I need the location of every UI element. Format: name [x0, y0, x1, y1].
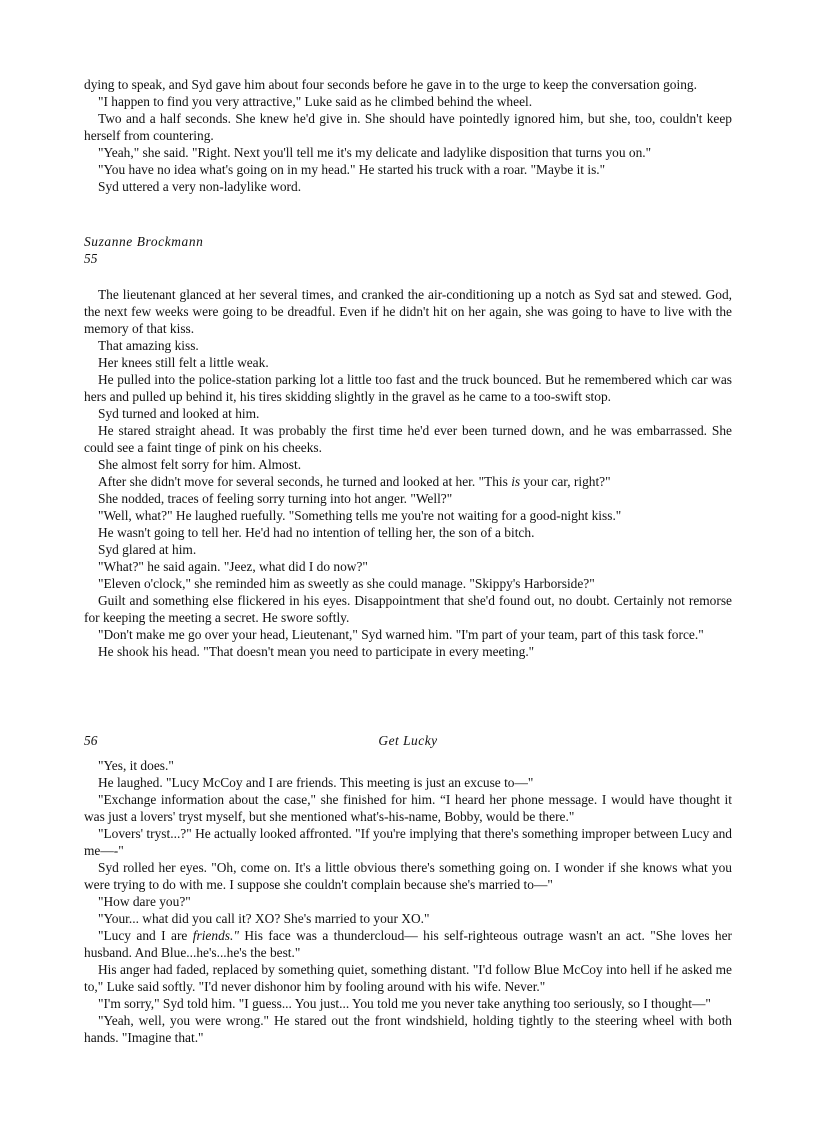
paragraph: dying to speak, and Syd gave him about four seconds before he gave in to the urge to keep the conversation going.: [84, 77, 697, 92]
paragraph: That amazing kiss.: [98, 338, 199, 353]
paragraph: "What?" he said again. "Jeez, what did I do now?": [98, 559, 368, 574]
paragraph: Syd glared at him.: [98, 542, 197, 557]
paragraph: She almost felt sorry for him. Almost.: [98, 457, 302, 472]
paragraph: "How dare you?": [98, 894, 191, 909]
paragraph-text: your car, right?": [520, 474, 611, 489]
paragraph: "Yes, it does.": [98, 758, 174, 773]
paragraph: "Exchange information about the case," she finished for him. “I heard her phone message. I would have thought it was just a lovers' tryst myself, but she mentioned what's-his-name, Bobby, would be there.": [84, 792, 732, 824]
paragraph: Syd uttered a very non-ladylike word.: [98, 179, 302, 194]
running-header-author: [84, 233, 732, 267]
text-section-1: [84, 76, 732, 195]
paragraph: "Yeah, well, you were wrong." He stared out the front windshield, holding tightly to the steering wheel with both hands. "Imagine that.": [84, 1013, 732, 1045]
paragraph: The lieutenant glanced at her several times, and cranked the air-conditioning up a notch as Syd sat and stewed. God, the next few weeks were going to be dreadful. Even if he didn't hit on her again, she was going to have to live with the memory of that kiss.: [84, 287, 732, 336]
paragraph: Her knees still felt a little weak.: [98, 355, 269, 370]
text-section-2: [84, 286, 732, 660]
paragraph-text: "Lucy and I are: [98, 928, 193, 943]
paragraph: "Well, what?" He laughed ruefully. "Something tells me you're not waiting for a good-night kiss.": [98, 508, 622, 523]
text-section-3: [84, 757, 732, 1046]
paragraph: Two and a half seconds. She knew he'd give in. She should have pointedly ignored him, but she, too, couldn't keep herself from countering.: [84, 111, 732, 143]
paragraph-text: After she didn't move for several seconds, he turned and looked at her. "This: [98, 474, 512, 489]
paragraph: She nodded, traces of feeling sorry turning into hot anger. "Well?": [98, 491, 453, 506]
paragraph: Guilt and something else flickered in his eyes. Disappointment that she'd found out, no doubt. Certainly not remorse for keeping the meeting a secret. He swore softly.: [84, 593, 732, 625]
paragraph: He wasn't going to tell her. He'd had no intention of telling her, the son of a bitch.: [98, 525, 535, 540]
paragraph-text: His face was a thundercloud— his self-righteous outrage wasn't an act. "She loves her husband. And Blue...he's...he's the best.": [84, 928, 732, 960]
page-number: 55: [84, 251, 98, 266]
paragraph: Syd turned and looked at him.: [98, 406, 260, 421]
running-header-title: [84, 732, 732, 749]
paragraph: "Eleven o'clock," she reminded him as sweetly as she could manage. "Skippy's Harborside?": [98, 576, 595, 591]
book-title: Get Lucky: [378, 733, 438, 748]
paragraph: [84, 473, 732, 490]
paragraph: He laughed. "Lucy McCoy and I are friends. This meeting is just an excuse to—": [98, 775, 534, 790]
paragraph: "Don't make me go over your head, Lieutenant," Syd warned him. "I'm part of your team, part of this task force.": [98, 627, 704, 642]
paragraph: "You have no idea what's going on in my head." He started his truck with a roar. "Maybe it is.": [98, 162, 606, 177]
paragraph: "I happen to find you very attractive," Luke said as he climbed behind the wheel.: [98, 94, 533, 109]
author-name: Suzanne Brockmann: [84, 234, 204, 249]
paragraph: "Yeah," she said. "Right. Next you'll tell me it's my delicate and ladylike disposition that turns you on.": [98, 145, 652, 160]
emphasis-text: friends.": [192, 928, 239, 943]
page-number: 56: [84, 733, 98, 748]
paragraph: "I'm sorry," Syd told him. "I guess... You just... You told me you never take anything too seriously, so I thought—": [98, 996, 711, 1011]
paragraph: He pulled into the police-station parking lot a little too fast and the truck bounced. But he remembered which car was hers and pulled up behind it, his tires skidding slightly in the gravel as he came to a too-swift stop.: [84, 372, 732, 404]
paragraph: Syd rolled her eyes. "Oh, come on. It's a little obvious there's something going on. I wonder if she knows what you were trying to do with me. I suppose she couldn't complain because she's married to—": [84, 860, 732, 892]
emphasis-text: is: [511, 474, 521, 489]
paragraph: His anger had faded, replaced by something quiet, something distant. "I'd follow Blue McCoy into hell if he asked me to," Luke said softly. "I'd never dishonor him by fooling around with his wife. Never.": [84, 962, 732, 994]
paragraph: [84, 927, 732, 961]
paragraph: "Lovers' tryst...?" He actually looked affronted. "If you're implying that there's something improper between Lucy and me—-": [84, 826, 732, 858]
paragraph: He stared straight ahead. It was probably the first time he'd ever been turned down, and he was embarrassed. She could see a faint tinge of pink on his cheeks.: [84, 423, 732, 455]
paragraph: "Your... what did you call it? XO? She's married to your XO.": [98, 911, 430, 926]
paragraph: He shook his head. "That doesn't mean you need to participate in every meeting.": [98, 644, 535, 659]
